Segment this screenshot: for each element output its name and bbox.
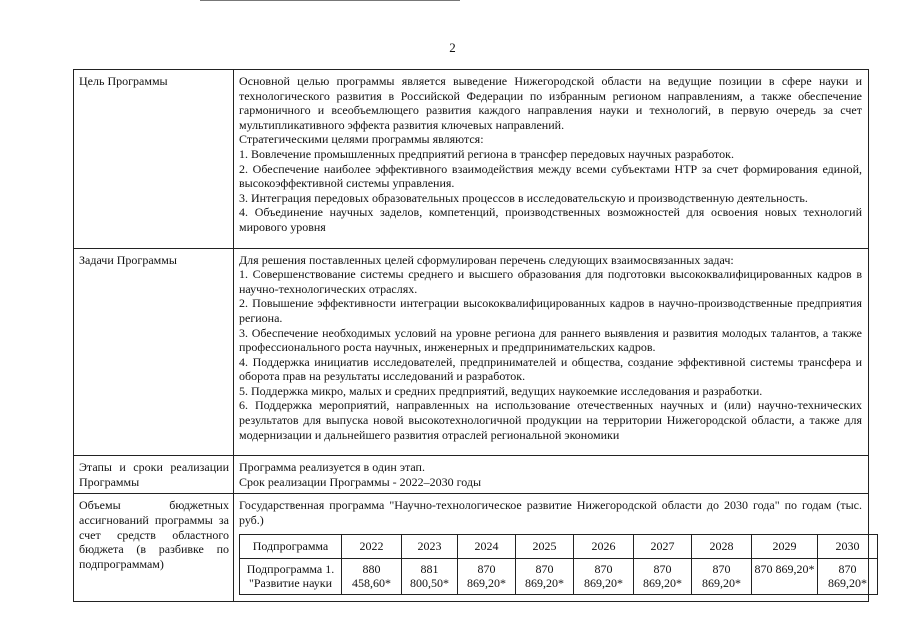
page-number: 2 (449, 40, 456, 55)
budget-header-cell: 2026 (574, 534, 634, 558)
budget-cell: 881 800,50* (402, 558, 458, 594)
budget-header-cell: 2025 (516, 534, 574, 558)
budget-table (239, 534, 878, 595)
tasks-paragraph: Для решения поставленных целей сформулирован перечень следующих взаимосвязанных задач: (239, 252, 734, 267)
budget-header-cell: 2023 (402, 534, 458, 558)
goal-paragraph: Основной целью программы является выведение Нижегородской области на ведущие позиции в сфере науки и технологического развития в Российской Федерации по избранным регионом направлениям, а также обеспечение гармоничного и всеобъемлющего развития каждого направления науки и технологий, в первую очередь за счет мультипликативного эффекта развития ключевых направлений. (239, 74, 862, 132)
goal-paragraph: 1. Вовлечение промышленных предприятий региона в трансфер передовых научных разработок. (239, 146, 734, 161)
budget-row (74, 494, 869, 601)
budget-cell: 870 869,20* (458, 558, 516, 594)
stages-paragraph: Срок реализации Программы - 2022–2030 годы (239, 474, 482, 489)
top-rule (200, 0, 460, 1)
budget-cell: 870 869,20* (692, 558, 752, 594)
budget-header-cell: 2024 (458, 534, 516, 558)
budget-header-row (240, 534, 878, 558)
budget-cell: 870 869,20* (516, 558, 574, 594)
budget-header-cell: Подпрограмма (240, 534, 342, 558)
goal-paragraph: Стратегическими целями программы являются: (239, 132, 484, 147)
tasks-paragraph: 1. Совершенствование системы среднего и высшего образования для подготовки высококвалифицированных кадров в научно-технологических отраслях. (239, 267, 862, 296)
budget-cell: 870 869,20* (752, 558, 818, 594)
budget-data-row (240, 558, 878, 594)
goal-content (234, 70, 869, 249)
budget-header-cell: 2028 (692, 534, 752, 558)
budget-header-cell: 2022 (342, 534, 402, 558)
budget-header-cell: 2027 (634, 534, 692, 558)
budget-label: Объемы бюджетных ассигнований программы за счет средств областного бюджета (в разбивке по подпрограммам) (74, 494, 234, 601)
tasks-paragraph: 4. Поддержка инициатив исследователей, предпринимателей и общества, создание эффективной системы трансфера и оборота прав на результаты исследований и разработок. (239, 354, 862, 384)
tasks-row (74, 248, 869, 456)
stages-content (234, 456, 869, 494)
budget-cell: 870 869,20* (574, 558, 634, 594)
budget-intro: Государственная программа "Научно-технологическое развитие Нижегородской области до 2030 года" по годам (тыс. руб.) (239, 498, 862, 528)
stages-row (74, 456, 869, 494)
goal-paragraph: 4. Объединение научных заделов, компетенций, производственных возможностей для освоения новых технологий мирового уровня (239, 205, 862, 234)
tasks-paragraph: 5. Поддержка микро, малых и средних предприятий, ведущих наукоемкие исследования и разработки. (239, 383, 763, 398)
tasks-paragraph: 2. Повышение эффективности интеграции высококвалифицированных кадров в научно-производственные предприятия региона. (239, 296, 862, 325)
stages-label: Этапы и сроки реализации Программы (74, 456, 234, 494)
budget-cell: 880 458,60* (342, 558, 402, 594)
tasks-content (234, 248, 869, 456)
budget-cell: Подпрограмма 1. "Развитие науки (240, 558, 342, 594)
program-passport-table (73, 69, 869, 602)
budget-header-cell: 2030 (818, 534, 878, 558)
tasks-paragraph: 3. Обеспечение необходимых условий на уровне региона для раннего выявления и развития молодых талантов, а также профессионального роста научных, инженерных и предпринимательских кадров. (239, 325, 862, 355)
goal-paragraph: 2. Обеспечение наиболее эффективного взаимодействия между всеми субъектами НТР за счет формирования единой, высокоэффективной системы управления. (239, 161, 862, 191)
tasks-paragraph: 6. Поддержка мероприятий, направленных на использование отечественных научных и (или) научно-технических результатов для выпуска новой высокотехнологичной продукции на территории Нижегородской области, а также для модернизации и дальнейшего развития отраслей региональной экономики (239, 398, 862, 442)
budget-header-cell: 2029 (752, 534, 818, 558)
goal-paragraph: 3. Интеграция передовых образовательных процессов в исследовательскую и производственную деятельность. (239, 190, 808, 205)
goal-label: Цель Программы (74, 70, 234, 249)
stages-paragraph: Программа реализуется в один этап. (239, 460, 425, 475)
tasks-label: Задачи Программы (74, 248, 234, 456)
budget-content (234, 494, 869, 601)
budget-cell: 870 869,20* (818, 558, 878, 594)
budget-cell: 870 869,20* (634, 558, 692, 594)
goal-row (74, 70, 869, 249)
